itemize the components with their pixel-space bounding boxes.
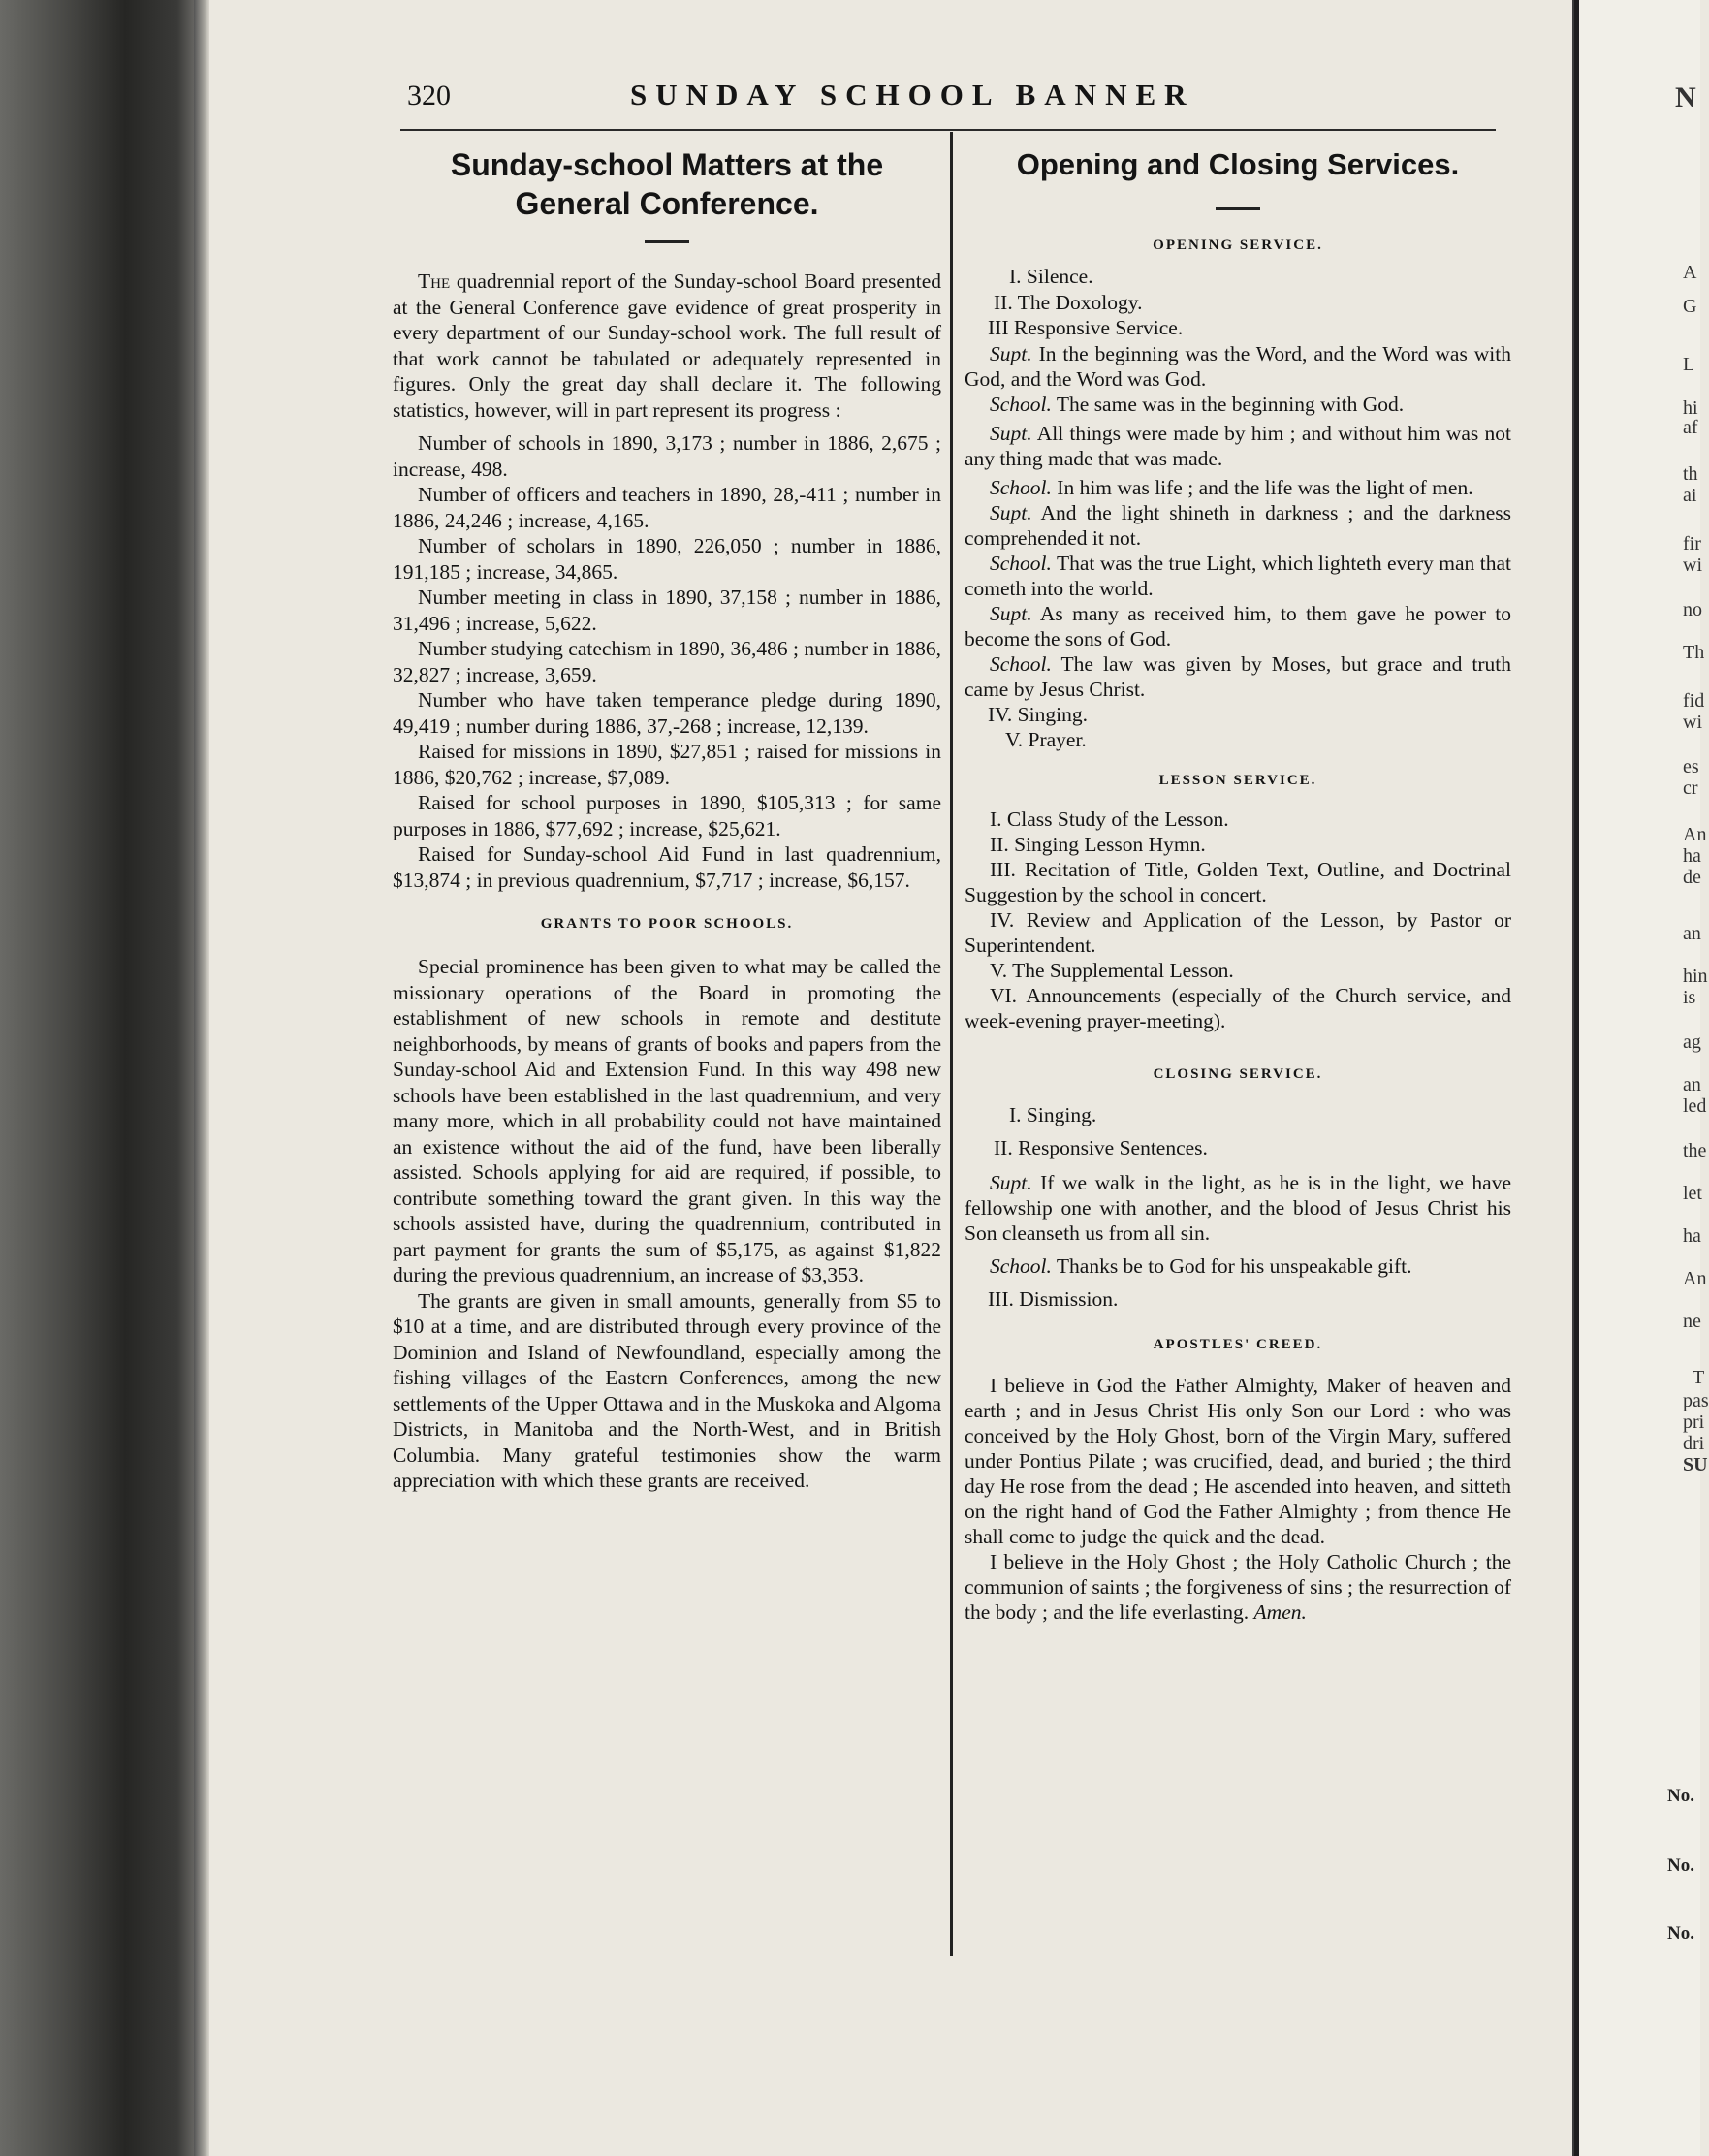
speaker-label: School.: [990, 475, 1052, 499]
edge-number-label: No.: [1667, 1923, 1694, 1944]
opening-item: V. Prayer.: [1005, 728, 1087, 751]
edge-fragment: cr: [1683, 777, 1698, 799]
opening-item: IV. Singing.: [988, 702, 1088, 726]
speaker-label: School.: [990, 551, 1052, 575]
opening-item: II. The Doxology.: [994, 290, 1143, 314]
stat-item: Number meeting in class in 1890, 37,158 ; number in 1886, 31,496 ; increase, 5,622.: [393, 586, 941, 635]
edge-fragment: ne: [1683, 1311, 1701, 1332]
statistics-list: [393, 430, 941, 893]
edge-fragment: is: [1683, 987, 1696, 1008]
edge-fragment: fid: [1683, 690, 1705, 712]
edge-fragment: th: [1683, 463, 1698, 485]
response-text: In him was life ; and the life was the light of men.: [1051, 475, 1473, 499]
headline-line-2: General Conference.: [515, 186, 819, 221]
book-binding: [0, 0, 208, 2156]
services-headline: Opening and Closing Services.: [1016, 147, 1460, 181]
speaker-label: Supt.: [990, 1170, 1032, 1194]
edge-fragment: wi: [1683, 555, 1702, 576]
response-line: [965, 601, 1511, 651]
response-line: [965, 341, 1511, 392]
edge-fragment: hin: [1683, 966, 1708, 987]
edge-fragment: hi: [1683, 397, 1698, 419]
edge-fragment: the: [1683, 1140, 1707, 1161]
edge-fragment: T: [1693, 1367, 1705, 1388]
stat-item: Number who have taken temperance pledge during 1890, 49,419 ; number during 1886, 37,-268 ; increase, 12,139.: [393, 688, 941, 738]
edge-fragment: de: [1683, 867, 1701, 888]
stat-item: Raised for Sunday-school Aid Fund in last quadrennium, $13,874 ; in previous quadrennium, $7,717 ; increase, $6,157.: [393, 842, 941, 892]
edge-fragment: N: [1675, 81, 1696, 113]
grants-paragraph-1: Special prominence has been given to what may be called the missionary operations of the Board in promoting the establishment of new schools in remote and destitute neighborhoods, by means of grants of books and papers from the Sunday-school Aid and Extension Fund. In this way 498 new schools have been established in the last quadrennium, and very many more, which in all probability could not have maintained an existence without the aid of the fund, have been liberally assisted. Schools applying for aid are required, if possible, to contribute something toward the grant given. In this way the schools assisted have, during the quadrennium, contributed in part payment for grants the sum of $5,175, as against $1,822 during the previous quadrennium, an increase of $3,353.: [393, 955, 941, 1286]
edge-fragment: af: [1683, 417, 1698, 438]
lesson-item: IV. Review and Application of the Lesson, by Pastor or Superintendent.: [965, 907, 1511, 957]
response-line: [965, 551, 1511, 601]
response-line: [965, 1170, 1511, 1246]
next-page-spine: [1574, 0, 1579, 2156]
stat-item: Raised for school purposes in 1890, $105,313 ; for same purposes in 1886, $77,692 ; increase, $25,621.: [393, 791, 941, 840]
article-headline: [393, 145, 941, 223]
headline-rule: [1216, 207, 1260, 210]
page-number: 320: [407, 79, 451, 111]
creed-amen: Amen.: [1253, 1601, 1307, 1624]
edge-fragment: A: [1683, 262, 1697, 283]
lesson-item: III. Recitation of Title, Golden Text, Outline, and Doctrinal Suggestion by the school in concert.: [965, 857, 1511, 906]
lesson-items: [965, 807, 1511, 1033]
edge-number-label: No.: [1667, 1786, 1694, 1806]
next-page-edge: [1572, 0, 1709, 2156]
lesson-heading: LESSON SERVICE.: [1158, 772, 1317, 788]
headline-rule: [645, 240, 689, 243]
speaker-label: School.: [990, 1253, 1052, 1278]
closing-item: III. Dismission.: [988, 1286, 1119, 1311]
lesson-item: I. Class Study of the Lesson.: [990, 807, 1229, 831]
edge-fragment: G: [1683, 296, 1697, 317]
edge-fragment: ag: [1683, 1031, 1701, 1053]
lesson-item: V. The Supplemental Lesson.: [990, 958, 1234, 982]
response-text: And the light shineth in darkness ; and the darkness comprehended it not.: [965, 500, 1511, 550]
response-line: [965, 651, 1511, 702]
stat-item: Number of schools in 1890, 3,173 ; number in 1886, 2,675 ; increase, 498.: [393, 431, 941, 481]
speaker-label: Supt.: [990, 421, 1032, 445]
edge-fragment: An: [1683, 1268, 1707, 1289]
stat-item: Number of scholars in 1890, 226,050 ; number in 1886, 191,185 ; increase, 34,865.: [393, 534, 941, 584]
response-text: As many as received him, to them gave he power to become the sons of God.: [965, 601, 1511, 650]
edge-fragment: ai: [1683, 485, 1697, 506]
closing-item: I. Singing.: [1009, 1102, 1097, 1126]
edge-fragment: led: [1683, 1095, 1707, 1117]
stat-item: Raised for missions in 1890, $27,851 ; raised for missions in 1886, $20,762 ; increase, $7,089.: [393, 740, 941, 789]
stat-item: Number studying catechism in 1890, 36,486 ; number in 1886, 32,827 ; increase, 3,659.: [393, 637, 941, 686]
edge-fragment: pas: [1683, 1390, 1709, 1411]
response-text: That was the true Light, which lighteth every man that cometh into the world.: [965, 551, 1511, 600]
intro-text: quadrennial report of the Sunday-school Board presented at the General Conference gave evidence of great prosperity in every department of our Sunday-school work. The full result of that work cannot be tabulated or adequately represented in figures. Only the great day shall declare it. The following statistics, however, will in part represent its progress :: [393, 270, 941, 422]
creed-text: I believe in the Holy Ghost ; the Holy Catholic Church ; the communion of saints ; the forgiveness of sins ; the resurrection of the body ; and the life everlasting.: [965, 1550, 1511, 1624]
edge-fragment: dri: [1683, 1433, 1705, 1454]
speaker-label: School.: [990, 651, 1052, 676]
page-header: [402, 76, 1493, 118]
closing-item: II. Responsive Sentences.: [994, 1135, 1208, 1159]
edge-fragment: SU: [1683, 1454, 1708, 1475]
edge-fragment: no: [1683, 599, 1702, 620]
column-divider: [950, 132, 953, 1956]
speaker-label: School.: [990, 392, 1052, 416]
header-rule: [400, 129, 1496, 131]
edge-number-label: No.: [1667, 1855, 1694, 1876]
edge-fragment: Th: [1683, 642, 1705, 663]
opening-responses: [965, 341, 1511, 702]
response-text: If we walk in the light, as he is in the light, we have fellowship one with another, and the blood of Jesus Christ his Son cleanseth us from all sin.: [965, 1170, 1511, 1245]
closing-heading: CLOSING SERVICE.: [1153, 1065, 1323, 1082]
speaker-label: Supt.: [990, 500, 1032, 524]
response-line: [965, 421, 1511, 471]
response-line: [965, 1253, 1511, 1279]
response-line: [965, 392, 1511, 417]
running-title: SUNDAY SCHOOL BANNER: [630, 78, 1195, 111]
right-column: [965, 145, 1511, 1625]
response-text: The same was in the beginning with God.: [1051, 392, 1405, 416]
intro-first-word: The: [418, 270, 451, 293]
grants-paragraph-2: The grants are given in small amounts, generally from $5 to $10 at a time, and are distributed through every province of the Dominion and Island of Newfoundland, especially among the fishing villages of the Eastern Conferences, among the new settlements of the Upper Ottawa and in the Muskoka and Algoma Districts, in Manitoba and the North-West, and in British Columbia. Many grateful testimonies show the warm appreciation with which these grants are received.: [393, 1288, 941, 1492]
opening-item: III Responsive Service.: [988, 316, 1184, 339]
edge-fragment: fir: [1683, 533, 1701, 555]
intro-paragraph: [393, 269, 941, 423]
headline-line-1: Sunday-school Matters at the: [450, 147, 884, 182]
edge-fragment: ha: [1683, 845, 1701, 867]
edge-fragment: ha: [1683, 1225, 1701, 1247]
edge-fragment: wi: [1683, 712, 1702, 733]
closing-items: [965, 1098, 1511, 1164]
left-column: [393, 145, 941, 1494]
speaker-label: Supt.: [990, 341, 1032, 365]
creed-paragraph-2: [965, 1549, 1511, 1625]
grants-heading: GRANTS TO POOR SCHOOLS.: [540, 916, 794, 932]
creed-heading: APOSTLES' CREED.: [1153, 1337, 1323, 1352]
page-gutter: [194, 0, 209, 2156]
edge-fragment: es: [1683, 756, 1699, 777]
speaker-label: Supt.: [990, 601, 1032, 625]
lesson-item: VI. Announcements (especially of the Church service, and week-evening prayer-meeting).: [965, 983, 1511, 1032]
edge-fragment: An: [1683, 824, 1707, 845]
opening-heading: OPENING SERVICE.: [1153, 238, 1323, 253]
edge-fragment: an: [1683, 923, 1701, 944]
response-line: [965, 500, 1511, 551]
response-text: Thanks be to God for his unspeakable gift.: [1051, 1253, 1412, 1278]
response-text: All things were made by him ; and without him was not any thing made that was made.: [965, 421, 1511, 470]
edge-fragment: let: [1683, 1183, 1702, 1204]
creed-paragraph-1: I believe in God the Father Almighty, Maker of heaven and earth ; and in Jesus Christ His only Son our Lord : who was conceived by the Holy Ghost, born of the Virgin Mary, suffered under Pontius Pilate ; was crucified, dead, and buried ; the third day He rose from the dead ; He ascended into heaven, and sitteth on the right hand of God the Father Almighty ; from thence He shall come to judge the quick and the dead.: [965, 1374, 1511, 1548]
opening-items: [965, 264, 1511, 341]
response-text: In the beginning was the Word, and the Word was with God, and the Word was God.: [965, 341, 1511, 391]
response-line: [965, 475, 1511, 500]
lesson-item: II. Singing Lesson Hymn.: [990, 832, 1206, 856]
stat-item: Number of officers and teachers in 1890, 28,-411 ; number in 1886, 24,246 ; increase, 4,165.: [393, 483, 941, 532]
edge-fragment: L: [1683, 354, 1695, 375]
edge-fragment: an: [1683, 1074, 1701, 1095]
edge-fragment: pri: [1683, 1411, 1705, 1433]
response-text: The law was given by Moses, but grace and truth came by Jesus Christ.: [965, 651, 1511, 701]
opening-item: I. Silence.: [1009, 265, 1093, 288]
